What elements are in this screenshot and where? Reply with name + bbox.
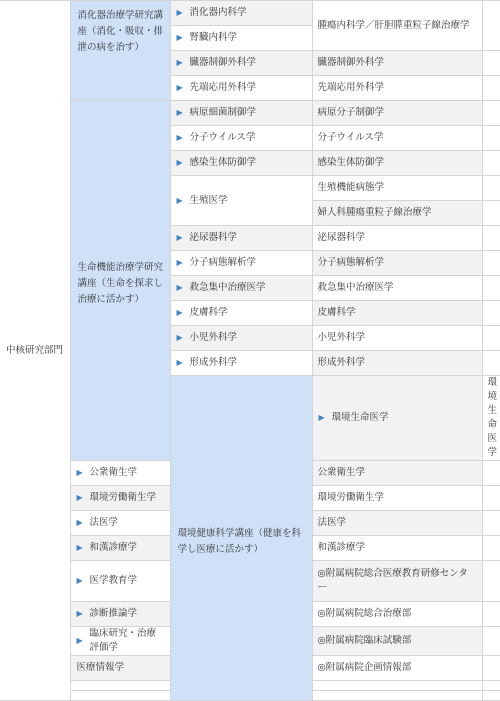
research-label: 腫瘍内科学／肝胆膵重粒子線治療学 — [317, 19, 470, 31]
lab-cell[interactable] — [170, 101, 312, 126]
empty-cell — [482, 681, 500, 691]
research-label: 和漢診療学 — [317, 542, 366, 553]
lecture-cell — [70, 1, 170, 101]
lab-link[interactable]: 形成外科学 — [189, 357, 238, 368]
research-label: 法医学 — [317, 517, 347, 528]
research-cell — [312, 461, 482, 486]
research-cell — [312, 101, 482, 126]
research-cell — [312, 351, 482, 376]
lab-link[interactable]: 泌尿器科学 — [189, 232, 238, 243]
empty-cell — [482, 276, 500, 301]
research-label: 泌尿器科学 — [317, 232, 366, 243]
chevron-right-icon: ▶ — [176, 133, 183, 142]
lab-link[interactable]: 生殖医学 — [189, 194, 228, 206]
lab-cell[interactable] — [170, 51, 312, 76]
lab-cell[interactable] — [70, 561, 170, 602]
research-label: 小児外科学 — [317, 332, 366, 343]
lab-link[interactable]: 臨床研究・治療評価学 — [89, 628, 157, 653]
table-row — [0, 101, 500, 126]
research-label: 臓器制御外科学 — [317, 57, 385, 68]
empty-cell — [482, 176, 500, 201]
empty-cell — [482, 251, 500, 276]
division-label: 中核研究部門 — [6, 344, 64, 356]
empty-cell — [482, 691, 500, 701]
empty-cell — [482, 351, 500, 376]
empty-cell — [482, 126, 500, 151]
lab-cell[interactable] — [70, 486, 170, 511]
research-label: 公衆衛生学 — [317, 467, 366, 478]
lab-cell[interactable] — [170, 251, 312, 276]
lab-cell[interactable] — [170, 301, 312, 326]
research-label: 形成外科学 — [317, 357, 366, 368]
lab-cell[interactable] — [170, 26, 312, 51]
lab-link[interactable]: 環境生命医学 — [331, 412, 389, 423]
lab-cell[interactable] — [170, 126, 312, 151]
division-cell — [0, 1, 70, 701]
lab-label: 医療情報学 — [76, 662, 125, 673]
empty-cell — [482, 201, 500, 226]
research-cell — [312, 226, 482, 251]
lab-cell — [70, 656, 170, 681]
chevron-right-icon: ▶ — [176, 283, 183, 292]
chevron-right-icon: ▶ — [176, 358, 183, 367]
research-label: 環境労働衛生学 — [317, 492, 385, 503]
lab-cell — [70, 681, 170, 691]
research-cell — [312, 326, 482, 351]
empty-cell — [482, 151, 500, 176]
research-cell — [312, 201, 482, 226]
lab-cell[interactable] — [170, 176, 312, 226]
research-cell — [312, 301, 482, 326]
research-label: 皮膚科学 — [317, 307, 356, 318]
research-cell — [312, 1, 482, 51]
empty-cell — [482, 226, 500, 251]
lab-link[interactable]: 公衆衛生学 — [89, 467, 138, 478]
lab-link[interactable]: 消化器内科学 — [189, 7, 247, 18]
lab-cell[interactable] — [170, 1, 312, 26]
lab-link[interactable]: 救急集中治療医学 — [189, 282, 266, 293]
lab-link[interactable]: 腎臓内科学 — [189, 32, 238, 43]
chevron-right-icon: ▶ — [176, 308, 183, 317]
lab-cell[interactable] — [170, 326, 312, 351]
lab-link[interactable]: 医学教育学 — [89, 575, 138, 586]
lab-link[interactable]: 和漢診療学 — [89, 542, 138, 553]
lab-cell — [70, 691, 170, 701]
research-cell — [482, 376, 500, 461]
empty-cell — [482, 76, 500, 101]
lab-cell[interactable] — [70, 511, 170, 536]
chevron-right-icon: ▶ — [176, 58, 183, 67]
lab-cell[interactable] — [70, 536, 170, 561]
lab-link[interactable]: 感染生体防御学 — [189, 157, 257, 168]
empty-cell — [482, 326, 500, 351]
lab-link[interactable]: 皮膚科学 — [189, 307, 228, 318]
lecture-label: 環境健康科学講座（健康を科学し医療に活かす） — [177, 527, 302, 555]
chevron-right-icon: ▶ — [176, 83, 183, 92]
lab-link[interactable]: 病原細菌制御学 — [189, 107, 257, 118]
research-label: ◎附属病院臨床試験部 — [317, 635, 412, 646]
lab-link[interactable]: 臓器制御外科学 — [189, 57, 257, 68]
research-cell — [312, 76, 482, 101]
chevron-right-icon: ▶ — [176, 33, 183, 42]
empty-cell — [482, 101, 500, 126]
research-label: 分子病態解析学 — [317, 257, 385, 268]
research-cell — [312, 656, 482, 681]
research-cell — [312, 486, 482, 511]
research-cell — [312, 176, 482, 201]
research-label: ◎附属病院企画情報部 — [317, 662, 412, 673]
chevron-right-icon: ▶ — [76, 518, 83, 527]
lecture-cell — [170, 376, 312, 701]
research-cell — [312, 627, 482, 656]
chevron-right-icon: ▶ — [176, 8, 183, 17]
research-label: 感染生体防御学 — [317, 157, 385, 168]
empty-cell — [482, 656, 500, 681]
lab-cell[interactable] — [170, 351, 312, 376]
chevron-right-icon: ▶ — [176, 233, 183, 242]
chevron-right-icon: ▶ — [76, 609, 83, 618]
chevron-right-icon: ▶ — [176, 108, 183, 117]
chevron-right-icon: ▶ — [76, 636, 83, 645]
empty-cell — [482, 461, 500, 486]
research-label: 環境生命医学 — [487, 377, 498, 458]
chevron-right-icon: ▶ — [176, 333, 183, 342]
lab-cell[interactable] — [70, 627, 170, 656]
lecture-label: 消化器治療学研究講座（消化・吸収・排泄の病を治す） — [77, 10, 164, 53]
research-label: ◎附属病院総合治療部 — [317, 608, 412, 619]
research-cell — [312, 151, 482, 176]
research-cell — [312, 511, 482, 536]
lecture-label: 生命機能治療学研究講座（生命を探求し治療に活かす） — [77, 262, 164, 305]
research-label: 先端応用外科学 — [317, 82, 385, 93]
lab-cell[interactable] — [70, 461, 170, 486]
lecture-cell — [70, 101, 170, 461]
empty-cell — [482, 486, 500, 511]
research-cell — [312, 536, 482, 561]
empty-cell — [482, 1, 500, 51]
chevron-right-icon: ▶ — [176, 195, 183, 205]
research-cell — [312, 51, 482, 76]
research-label: 病原分子制御学 — [317, 107, 385, 118]
research-cell — [312, 251, 482, 276]
empty-cell — [482, 536, 500, 561]
lab-link[interactable]: 分子ウイルス学 — [189, 132, 256, 143]
table-row — [0, 1, 500, 26]
research-cell — [312, 126, 482, 151]
research-label: 婦人科腫瘍重粒子線治療学 — [317, 207, 432, 218]
empty-cell — [482, 51, 500, 76]
chevron-right-icon: ▶ — [318, 413, 325, 422]
empty-cell — [482, 511, 500, 536]
lab-cell[interactable] — [170, 76, 312, 101]
chevron-right-icon: ▶ — [76, 576, 83, 585]
research-label: 分子ウイルス学 — [317, 132, 384, 143]
research-label: 生殖機能病態学 — [317, 182, 385, 193]
lab-link[interactable]: 小児外科学 — [189, 332, 238, 343]
research-label: ◎附属病院総合医療教育研修センター — [317, 568, 468, 593]
chevron-right-icon: ▶ — [176, 158, 183, 167]
lab-link[interactable]: 診断推論学 — [89, 608, 138, 619]
chevron-right-icon: ▶ — [76, 493, 83, 502]
lab-cell[interactable] — [170, 226, 312, 251]
lab-cell[interactable] — [312, 376, 482, 461]
lab-link[interactable]: 法医学 — [89, 517, 119, 528]
research-cell — [312, 276, 482, 301]
chevron-right-icon: ▶ — [76, 543, 83, 552]
lab-link[interactable]: 先端応用外科学 — [189, 82, 257, 93]
empty-cell — [482, 561, 500, 602]
lab-link[interactable]: 環境労働衛生学 — [89, 492, 157, 503]
research-cell — [312, 561, 482, 602]
chevron-right-icon: ▶ — [176, 258, 183, 267]
empty-cell — [482, 301, 500, 326]
lab-link[interactable]: 分子病態解析学 — [189, 257, 257, 268]
research-cell — [312, 681, 482, 691]
lab-cell[interactable] — [170, 151, 312, 176]
chevron-right-icon: ▶ — [76, 468, 83, 477]
research-cell — [312, 691, 482, 701]
lab-cell[interactable] — [170, 276, 312, 301]
research-label: 救急集中治療医学 — [317, 282, 394, 293]
empty-cell — [482, 627, 500, 656]
